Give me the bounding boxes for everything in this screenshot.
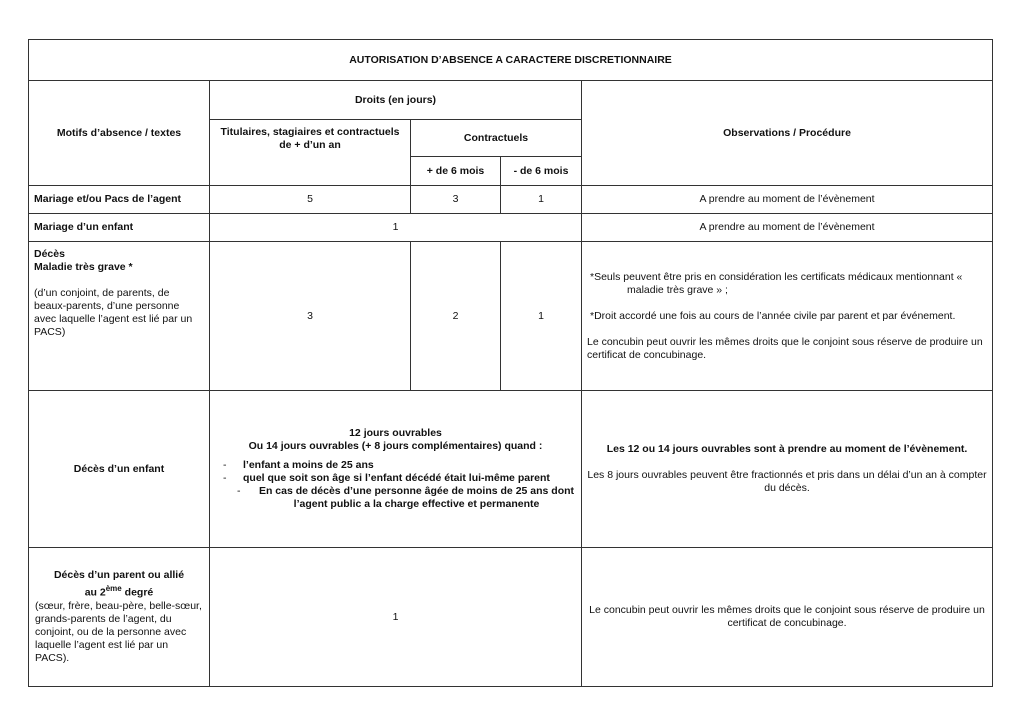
row-deces-obs-3: Le concubin peut ouvrir les mêmes droits que le conjoint sous réserve de produire un certificat de concubinage. (587, 335, 983, 361)
header-observations: Observations / Procédure (582, 81, 993, 186)
header-plus6: + de 6 mois (411, 157, 501, 186)
header-titulaires-line1: Titulaires, stagiaires et contractuels (220, 126, 400, 138)
row-deces-enfant-obs-2: Les 8 jours ouvrables peuvent être fractionnés et pris dans un délai d’un an à compter du décès. (587, 469, 987, 494)
row-deces-enfant-droits-line1: 12 jours ouvrables (349, 427, 442, 439)
header-titulaires (210, 120, 411, 186)
header-droits: Droits (en jours) (210, 81, 582, 120)
row-mariage-agent-moins6: 1 (501, 186, 582, 214)
row-deces-moins6: 1 (501, 242, 582, 391)
row-mariage-enfant-droits: 1 (210, 214, 582, 242)
row-deces-enfant-conditions (215, 459, 576, 511)
row-deces-parent-droits: 1 (210, 548, 582, 687)
condition-item: - l’enfant a moins de 25 ans (215, 459, 576, 472)
row-mariage-agent-obs: A prendre au moment de l’évènement (582, 186, 993, 214)
condition-item: - En cas de décès d’une personne âgée de moins de 25 ans dont l’agent public a la charge effective et permanente (215, 485, 576, 511)
row-deces-enfant-obs (582, 391, 993, 548)
row-deces-enfant-droits-line2: Ou 14 jours ouvrables (+ 8 jours complémentaires) quand : (248, 440, 543, 452)
row-deces-obs-2: *Droit accordé une fois au cours de l’année civile par parent et par événement. (590, 309, 956, 322)
row-deces-parent-motif-line3: degré (121, 586, 154, 599)
row-deces-plus6: 2 (411, 242, 501, 391)
row-deces-parent-obs: Le concubin peut ouvrir les mêmes droits que le conjoint sous réserve de produire un certificat de concubinage. (582, 548, 993, 687)
row-deces-motif (29, 242, 210, 391)
row-deces-motif-line2: Maladie très grave * (34, 261, 133, 273)
row-deces-parent-motif-line1: Décès d’un parent ou allié (53, 569, 185, 582)
row-mariage-enfant-obs: A prendre au moment de l’évènement (582, 214, 993, 242)
row-mariage-enfant-motif: Mariage d’un enfant (29, 214, 210, 242)
row-deces-obs-1: *Seuls peuvent être pris en considération les certificats médicaux mentionnant « maladie très grave » ; (590, 270, 963, 296)
table-title: AUTORISATION D’ABSENCE A CARACTERE DISCRETIONNAIRE (29, 40, 993, 81)
row-deces-parent-motif (29, 548, 210, 687)
row-deces-parent-motif-line2: au 2 (84, 586, 106, 599)
header-contractuels: Contractuels (411, 120, 582, 157)
header-moins6: - de 6 mois (501, 157, 582, 186)
row-deces-motif-detail: (d’un conjoint, de parents, de beaux-parents, d’une personne avec laquelle l’agent est lié par un PACS) (34, 287, 193, 338)
row-deces-motif-line1: Décès (34, 248, 65, 260)
row-deces-enfant-obs-1: Les 12 ou 14 jours ouvrables sont à prendre au moment de l’évènement. (606, 443, 968, 455)
row-deces-obs (582, 242, 993, 391)
absence-table (28, 39, 993, 687)
header-motifs: Motifs d’absence / textes (29, 81, 210, 186)
row-deces-parent-motif-title (35, 569, 203, 600)
row-mariage-agent-titulaires: 5 (210, 186, 411, 214)
row-mariage-agent-motif: Mariage et/ou Pacs de l’agent (29, 186, 210, 214)
condition-item: - quel que soit son âge si l’enfant décédé était lui-même parent (215, 472, 576, 485)
row-mariage-agent-plus6: 3 (411, 186, 501, 214)
row-deces-enfant-droits (210, 391, 582, 548)
header-titulaires-line2: de + d’un an (279, 139, 341, 151)
row-deces-titulaires: 3 (210, 242, 411, 391)
row-deces-enfant-motif: Décès d’un enfant (29, 391, 210, 548)
row-deces-parent-motif-detail: (sœur, frère, beau-père, belle-sœur, grands-parents de l’agent, du conjoint, ou de la personne avec laquelle l’agent est lié par un PACS). (35, 599, 202, 664)
row-deces-parent-motif-sup: ème (105, 584, 122, 594)
